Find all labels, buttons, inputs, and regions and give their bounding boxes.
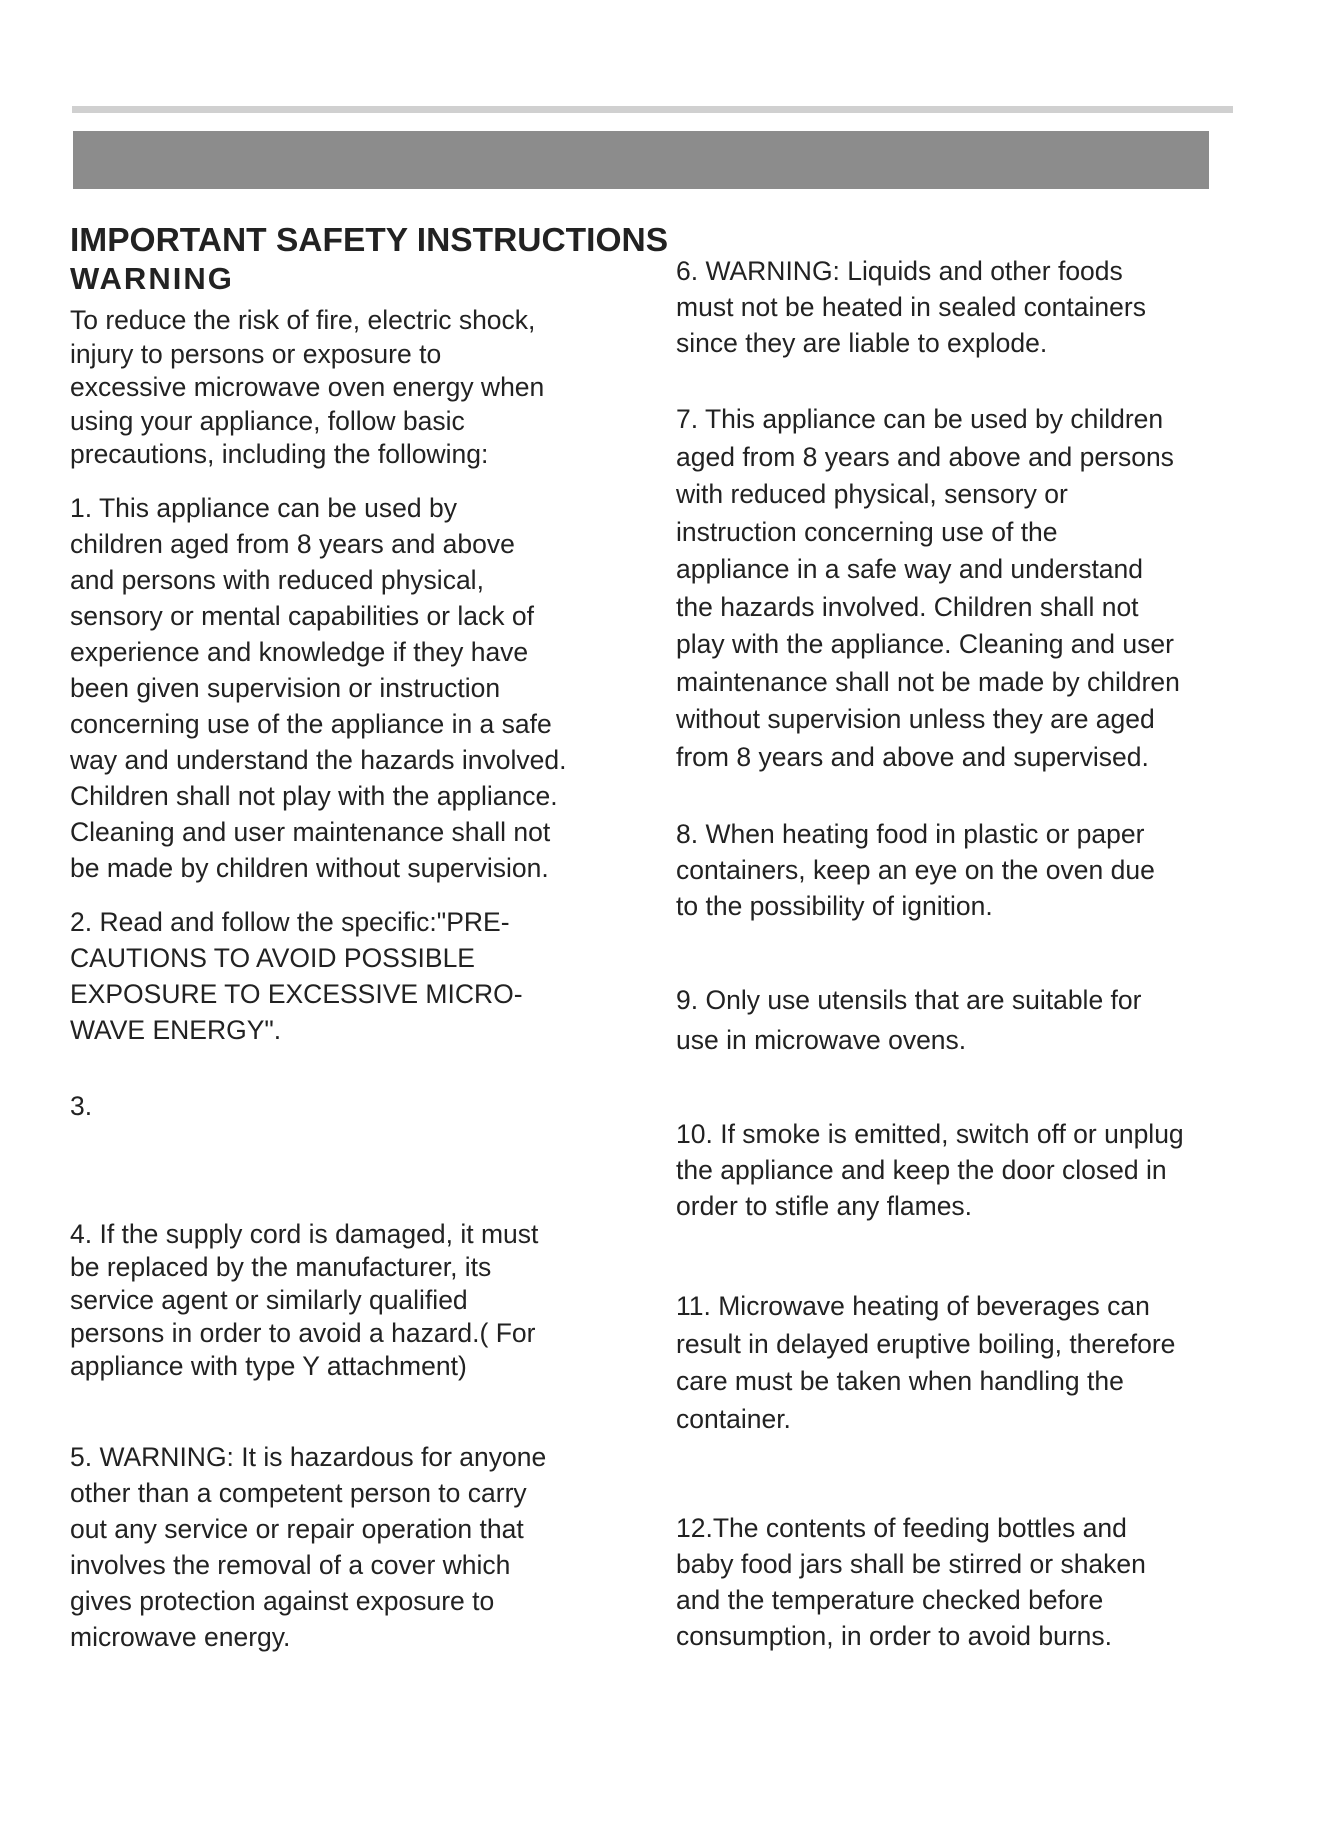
item-line: out any service or repair operation that bbox=[70, 1513, 524, 1544]
instruction-item-5 bbox=[70, 1439, 670, 1655]
item-line: been given supervision or instruction bbox=[70, 672, 501, 703]
item-line: 10. If smoke is emitted, switch off or unplug bbox=[676, 1119, 1184, 1149]
item-line: 9. Only use utensils that are suitable for bbox=[676, 985, 1142, 1015]
intro-line: injury to persons or exposure to bbox=[70, 338, 442, 369]
item-line: since they are liable to explode. bbox=[676, 328, 1048, 358]
item-line: 2. Read and follow the specific:"PRE- bbox=[70, 906, 510, 937]
item-line: WAVE ENERGY". bbox=[70, 1014, 282, 1045]
item-line: sensory or mental capabilities or lack of bbox=[70, 600, 534, 631]
instruction-item-12 bbox=[676, 1510, 1276, 1654]
header-band bbox=[73, 131, 1209, 189]
item-line: other than a competent person to carry bbox=[70, 1477, 527, 1508]
item-line: concerning use of the appliance in a safe bbox=[70, 708, 552, 739]
intro-paragraph bbox=[70, 304, 670, 472]
item-line: EXPOSURE TO EXCESSIVE MICRO- bbox=[70, 978, 523, 1009]
intro-line: To reduce the risk of fire, electric shock, bbox=[70, 305, 536, 335]
item-line: play with the appliance. Cleaning and user bbox=[676, 629, 1174, 659]
item-line: and the temperature checked before bbox=[676, 1585, 1104, 1615]
item-line: CAUTIONS TO AVOID POSSIBLE bbox=[70, 942, 475, 973]
item-line: appliance with type Y attachment) bbox=[70, 1350, 467, 1381]
item-line: way and understand the hazards involved. bbox=[70, 744, 567, 775]
item-line: Cleaning and user maintenance shall not bbox=[70, 816, 551, 847]
item-line: containers, keep an eye on the oven due bbox=[676, 855, 1155, 885]
item-line: order to stifle any flames. bbox=[676, 1191, 973, 1221]
item-line: 5. WARNING: It is hazardous for anyone bbox=[70, 1441, 547, 1472]
item-line: without supervision unless they are aged bbox=[676, 704, 1155, 734]
top-divider-rule bbox=[72, 106, 1233, 113]
item-line: maintenance shall not be made by children bbox=[676, 666, 1180, 697]
item-line: gives protection against exposure to bbox=[70, 1585, 495, 1616]
instruction-item-1 bbox=[70, 490, 670, 886]
warning-heading: WARNING bbox=[70, 261, 234, 296]
item-line: must not be heated in sealed containers bbox=[676, 292, 1146, 322]
instruction-item-6 bbox=[676, 253, 1276, 361]
item-line: children aged from 8 years and above bbox=[70, 528, 515, 559]
item-line: microwave energy. bbox=[70, 1621, 291, 1652]
item-line: consumption, in order to avoid burns. bbox=[676, 1621, 1113, 1651]
instruction-item-2 bbox=[70, 904, 670, 1048]
instruction-item-4 bbox=[70, 1218, 670, 1383]
item-line: service agent or similarly qualified bbox=[70, 1284, 468, 1315]
item-line: 4. If the supply cord is damaged, it must bbox=[70, 1218, 539, 1249]
item-line: use in microwave ovens. bbox=[676, 1025, 967, 1055]
item-line: with reduced physical, sensory or bbox=[676, 479, 1068, 509]
item-line: experience and knowledge if they have bbox=[70, 636, 529, 667]
instruction-item-10 bbox=[676, 1116, 1276, 1224]
item-line: 1. This appliance can be used by bbox=[70, 492, 457, 523]
item-line: the hazards involved. Children shall not bbox=[676, 591, 1139, 622]
item-line: involves the removal of a cover which bbox=[70, 1549, 511, 1580]
right-column bbox=[676, 253, 1276, 1654]
item-line: and persons with reduced physical, bbox=[70, 564, 484, 595]
page-title: IMPORTANT SAFETY INSTRUCTIONS bbox=[70, 222, 669, 259]
item-line: appliance in a safe way and understand bbox=[676, 554, 1144, 584]
item-line: to the possibility of ignition. bbox=[676, 891, 993, 921]
item-line: 8. When heating food in plastic or paper bbox=[676, 819, 1145, 849]
item-line: persons in order to avoid a hazard.( For bbox=[70, 1317, 536, 1348]
item-line: care must be taken when handling the bbox=[676, 1366, 1124, 1396]
left-column bbox=[70, 222, 670, 1655]
item-line: 7. This appliance can be used by children bbox=[676, 404, 1164, 434]
intro-line: using your appliance, follow basic bbox=[70, 405, 465, 436]
item-line: 3. bbox=[70, 1090, 93, 1121]
item-line: from 8 years and above and supervised. bbox=[676, 741, 1149, 772]
item-line: 11. Microwave heating of beverages can bbox=[676, 1291, 1150, 1321]
instruction-item-9 bbox=[676, 980, 1276, 1060]
instruction-item-3 bbox=[70, 1088, 670, 1124]
item-line: aged from 8 years and above and persons bbox=[676, 441, 1174, 472]
item-line: be replaced by the manufacturer, its bbox=[70, 1251, 492, 1282]
instruction-item-8 bbox=[676, 816, 1276, 924]
item-line: instruction concerning use of the bbox=[676, 516, 1058, 547]
instruction-item-11 bbox=[676, 1288, 1276, 1438]
intro-line: precautions, including the following: bbox=[70, 439, 489, 469]
item-line: be made by children without supervision. bbox=[70, 852, 549, 883]
item-line: 6. WARNING: Liquids and other foods bbox=[676, 256, 1123, 286]
instruction-item-7 bbox=[676, 401, 1276, 776]
item-line: Children shall not play with the appliance. bbox=[70, 780, 558, 811]
item-line: baby food jars shall be stirred or shaken bbox=[676, 1549, 1146, 1579]
item-line: container. bbox=[676, 1403, 791, 1434]
item-line: result in delayed eruptive boiling, therefore bbox=[676, 1328, 1176, 1359]
item-line: 12.The contents of feeding bottles and bbox=[676, 1513, 1127, 1543]
intro-line: excessive microwave oven energy when bbox=[70, 372, 545, 402]
item-line: the appliance and keep the door closed in bbox=[676, 1155, 1167, 1185]
